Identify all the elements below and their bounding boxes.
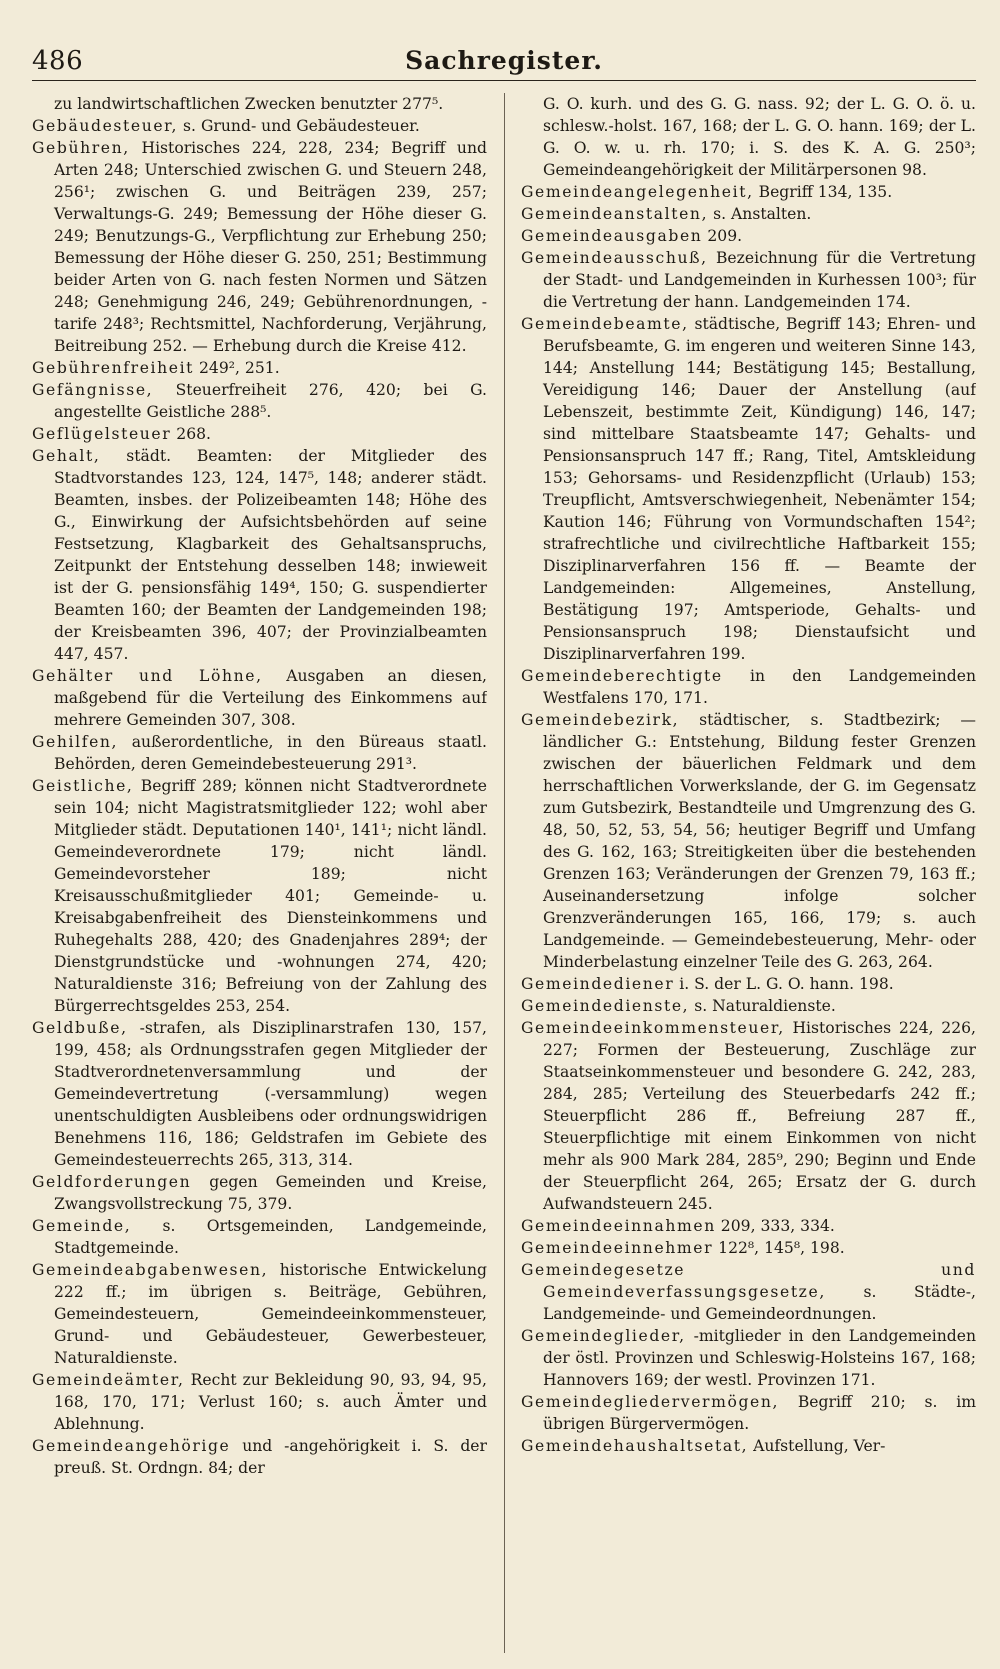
entry-text: Begriff 210; s. im übrigen Bürgervermögen. — [543, 1393, 976, 1433]
entry-text: außerordentliche, in den Büreaus staatl. Behörden, deren Gemeindebesteuerung 291³. — [54, 733, 487, 773]
index-entry — [521, 247, 976, 313]
index-entry — [32, 357, 487, 379]
index-entry — [521, 1237, 976, 1259]
entry-text: -strafen, als Disziplinarstrafen 130, 157, 199, 458; als Ordnungsstrafen gegen Mitglieder der Stadtverordnetenversammlung und der Gemeindevertretung (-versammlung) wegen unentschuldigten Ausbleibens oder ordnungswidrigen Benehmens 116, 186; Geldstrafen im Gebiete des Gemeindesteuerrechts 265, 313, 314. — [54, 1019, 487, 1169]
entry-text: Recht zur Bekleidung 90, 93, 94, 95, 168, 170, 171; Verlust 160; s. auch Ämter und Ablehnung. — [54, 1371, 487, 1433]
entry-keyword: Geistliche, — [32, 777, 134, 795]
entry-keyword: Gefängnisse, — [32, 381, 154, 399]
index-entry — [32, 1017, 487, 1171]
entry-keyword: Gemeinde, — [32, 1217, 132, 1235]
index-entry — [521, 181, 976, 203]
entry-text: -mitglieder in den Landgemeinden der östl. Provinzen und Schleswig-Holsteins 167, 168; Hannovers 169; der westl. Provinzen 171. — [543, 1327, 976, 1389]
entry-keyword: Gemeindeausschuß, — [521, 249, 708, 267]
entry-keyword: Gebührenfreiheit — [32, 359, 195, 377]
entry-keyword: Gehalt, — [32, 447, 101, 465]
entry-keyword: Gemeindeausgaben — [521, 227, 703, 245]
index-entry — [32, 93, 487, 115]
entry-keyword: Gemeindeeinnahmen — [521, 1217, 716, 1235]
entry-text: Historisches 224, 228, 234; Begriff und Arten 248; Unterschied zwischen G. und Steuern 248, 256¹; zwischen G. und Beiträgen 239, 257; Verwaltungs-G. 249; Bemessung der Höhe dieser G. 249; Benutzungs-G., Verpflichtung zur Erhebung 250; Bemessung der Höhe dieser G. 250, 251; Bestimmung beider Arten von G. nach festen Normen und Sätzen 248; Genehmigung 246, 249; Gebührenordnungen, -tarife 248³; Rechtsmittel, Nachforderung, Verjährung, Beitreibung 252. — Erhebung durch die Kreise 412. — [54, 139, 487, 355]
entry-keyword: Gehälter und Löhne, — [32, 667, 263, 685]
entry-text: 122⁸, 145⁸, 198. — [713, 1239, 845, 1257]
entry-text: i. S. der L. G. O. hann. 198. — [674, 975, 894, 993]
index-entry — [521, 1325, 976, 1391]
entry-text: Historisches 224, 226, 227; Formen der Besteuerung, Zuschläge zur Staatseinkommensteuer und besondere G. 242, 283, 284, 285; Verteilung des Steuerbedarfs 242 ff.; Steuerpflicht 286 ff., Befreiung 287 ff., Steuerpflichtige mit einem Einkommen von nicht mehr als 900 Mark 284, 285⁹, 290; Beginn und Ende der Steuerpflicht 264, 265; Ersatz der G. durch Aufwandsteuern 245. — [543, 1019, 976, 1213]
index-entry — [521, 995, 976, 1017]
left-column — [32, 93, 487, 1653]
entry-keyword: Geldbuße, — [32, 1019, 128, 1037]
entry-text: 209, 333, 334. — [715, 1217, 835, 1235]
index-entry — [521, 93, 976, 181]
entry-keyword: Gemeindeanstalten, — [521, 205, 709, 223]
entry-keyword: Gemeindehaushaltsetat, — [521, 1437, 749, 1455]
entry-text: historische Entwickelung 222 ff.; im übrigen s. Beiträge, Gebühren, Gemeindesteuern, Gemeindeeinkommensteuer, Grund- und Gebäudesteuer, Gewerbesteuer, Naturaldienste. — [54, 1261, 487, 1367]
entry-text: in den Landgemeinden Westfalens 170, 171. — [543, 667, 976, 707]
index-entry — [521, 313, 976, 665]
entry-text: Steuerfreiheit 276, 420; bei G. angestellte Geistliche 288⁵. — [54, 381, 487, 421]
index-columns — [32, 93, 976, 1653]
entry-text: Bezeichnung für die Vertretung der Stadt- und Landgemeinden in Kurhessen 100³; für die Vertretung der hann. Landgemeinden 174. — [543, 249, 976, 311]
entry-keyword: Gebühren, — [32, 139, 130, 157]
index-entry — [32, 775, 487, 1017]
index-entry — [521, 1017, 976, 1215]
entry-keyword: Gemeindebezirk, — [521, 711, 680, 729]
entry-keyword: Gemeindedienste, — [521, 997, 690, 1015]
index-entry — [521, 225, 976, 247]
index-entry — [32, 1259, 487, 1369]
entry-text: s. Ortsgemeinden, Landgemeinde, Stadtgemeinde. — [54, 1217, 487, 1257]
index-entry — [32, 1435, 487, 1479]
entry-text: Begriff 289; können nicht Stadtverordnete sein 104; nicht Magistratsmitglieder 122; wohl aber Mitglieder städt. Deputationen 140¹, 141¹; nicht ländl. Gemeindeverordnete 179; nicht ländl. Gemeindevorsteher 189; nicht Kreisausschußmitglieder 401; Gemeinde- u. Kreisabgabenfreiheit des Diensteinkommens und Ruhegehalts 288, 420; des Gnadenjahres 289⁴; der Dienstgrundstücke und -wohnungen 274, 420; Naturaldienste 316; Befreiung von der Zahlung des Bürgerrechtsgeldes 253, 254. — [54, 777, 487, 1015]
index-entry — [521, 973, 976, 995]
entry-text: 268. — [171, 425, 211, 443]
entry-text: städtische, Begriff 143; Ehren- und Berufsbeamte, G. im engeren und weiteren Sinne 143, 144; Anstellung 144; Bestätigung 145; Bestallung, Vereidigung 146; Dauer der Anstellung (auf Lebenszeit, bestimmte Zeit, Kündigung) 146, 147; sind mittelbare Staatsbeamte 147; Gehalts- und Pensionsanspruch 147 ff.; Rang, Titel, Amtskleidung 153; Gehorsams- und Residenzpflicht (Urlaub) 153; Treupflicht, Amtsverschwiegenheit, Nebenämter 154; Kaution 146; Führung von Vormundschaften 154²; strafrechtliche und civilrechtliche Haftbarkeit 155; Disziplinarverfahren 156 ff. — Beamte der Landgemeinden: Allgemeines, Anstellung, Bestätigung 197; Amtsperiode, Gehalts- und Pensionsanspruch 198; Dienstaufsicht und Disziplinarverfahren 199. — [543, 315, 976, 663]
entry-text: Ausgaben an diesen, maßgebend für die Verteilung des Einkommens auf mehrere Gemeinden 307, 308. — [54, 667, 487, 729]
index-entry — [32, 379, 487, 423]
entry-keyword: Gemeindebeamte, — [521, 315, 689, 333]
entry-keyword: Gemeindegesetze und Gemeindeverfassungsgesetze, — [521, 1261, 976, 1301]
entry-text: s. Naturaldienste. — [689, 997, 836, 1015]
index-entry — [32, 137, 487, 357]
index-entry — [521, 665, 976, 709]
entry-text: Begriff 134, 135. — [753, 183, 893, 201]
entry-text: Aufstellung, Ver- — [748, 1437, 886, 1455]
entry-text: gegen Gemeinden und Kreise, Zwangsvollstreckung 75, 379. — [54, 1173, 487, 1213]
entry-keyword: Gemeindegliedervermögen, — [521, 1393, 780, 1411]
index-entry — [32, 445, 487, 665]
entry-text: s. Städte-, Landgemeinde- und Gemeindeordnungen. — [543, 1283, 976, 1323]
entry-text: s. Grund- und Gebäudesteuer. — [178, 117, 420, 135]
index-entry — [521, 1435, 976, 1457]
entry-keyword: Gemeindeeinnehmer — [521, 1239, 714, 1257]
entry-text: 209. — [702, 227, 743, 245]
entry-text: s. Anstalten. — [708, 205, 812, 223]
entry-keyword: Gemeindeglieder, — [521, 1327, 686, 1345]
entry-keyword: Gemeindeangelegenheit, — [521, 183, 754, 201]
index-entry — [32, 665, 487, 731]
index-entry — [521, 1215, 976, 1237]
entry-keyword: Gemeindediener — [521, 975, 675, 993]
entry-keyword: Gemeindeberechtigte — [521, 667, 723, 685]
entry-keyword: Geflügelsteuer — [32, 425, 172, 443]
entry-keyword: Gehilfen, — [32, 733, 119, 751]
index-entry — [32, 1171, 487, 1215]
entry-keyword: Gemeindeämter, — [32, 1371, 185, 1389]
right-column — [521, 93, 976, 1653]
entry-text: zu landwirtschaftlichen Zwecken benutzter 277⁵. — [54, 95, 444, 113]
index-entry — [521, 1391, 976, 1435]
index-entry — [32, 423, 487, 445]
entry-text: städt. Beamten: der Mitglieder des Stadtvorstandes 123, 124, 147⁵, 148; anderer städt. Beamten, insbes. der Polizeibeamten 148; Höhe des G., Einwirkung der Aufsichtsbehörden auf seine Festsetzung, Klagbarkeit des Gehaltsanspruchs, Zeitpunkt der Entstehung desselben 148; inwieweit ist der G. pensionsfähig 149⁴, 150; G. suspendierter Beamten 160; der Beamten der Landgemeinden 198; der Kreisbeamten 396, 407; der Provinzialbeamten 447, 457. — [54, 447, 487, 663]
entry-text: 249², 251. — [194, 359, 280, 377]
index-entry — [32, 115, 487, 137]
index-entry — [521, 709, 976, 973]
entry-text: städtischer, s. Stadtbezirk; — ländlicher G.: Entstehung, Bildung fester Grenzen zwischen der bäuerlichen Feldmark und dem herrschaftlichen Vorwerkslande, der G. im Gegensatz zum Gutsbezirk, Bestandteile und Umgrenzung des G. 48, 50, 52, 53, 54, 56; heutiger Begriff und Umfang des G. 162, 163; Streitigkeiten über die bestehenden Grenzen 163; Veränderungen der Grenzen 79, 163 ff.; Auseinandersetzung infolge solcher Grenzveränderungen 165, 166, 179; s. auch Landgemeinde. — Gemeindebesteuerung, Mehr- oder Minderbelastung einzelner Teile des G. 263, 264. — [543, 711, 976, 971]
index-entry — [521, 1259, 976, 1325]
entry-text: G. O. kurh. und des G. G. nass. 92; der L. G. O. ö. u. schlesw.-holst. 167, 168; der L. G. O. hann. 169; der L. G. O. w. u. rh. 170; i. S. des K. A. G. 250³; Gemeindeangehörigkeit der Militärpersonen 98. — [543, 95, 976, 179]
column-divider — [504, 93, 505, 1653]
index-entry — [521, 203, 976, 225]
entry-keyword: Geldforderungen — [32, 1173, 192, 1191]
index-entry — [32, 731, 487, 775]
page-header — [32, 40, 976, 81]
running-head: Sachregister. — [405, 46, 603, 75]
page-number: 486 — [32, 46, 84, 76]
index-entry — [32, 1369, 487, 1435]
entry-keyword: Gemeindeangehörige — [32, 1437, 231, 1455]
entry-keyword: Gemeindeeinkommensteuer, — [521, 1019, 785, 1037]
entry-text: und -angehörigkeit i. S. der preuß. St. Ordngn. 84; der — [54, 1437, 487, 1477]
entry-keyword: Gebäudesteuer, — [32, 117, 179, 135]
index-entry — [32, 1215, 487, 1259]
entry-keyword: Gemeindeabgabenwesen, — [32, 1261, 269, 1279]
